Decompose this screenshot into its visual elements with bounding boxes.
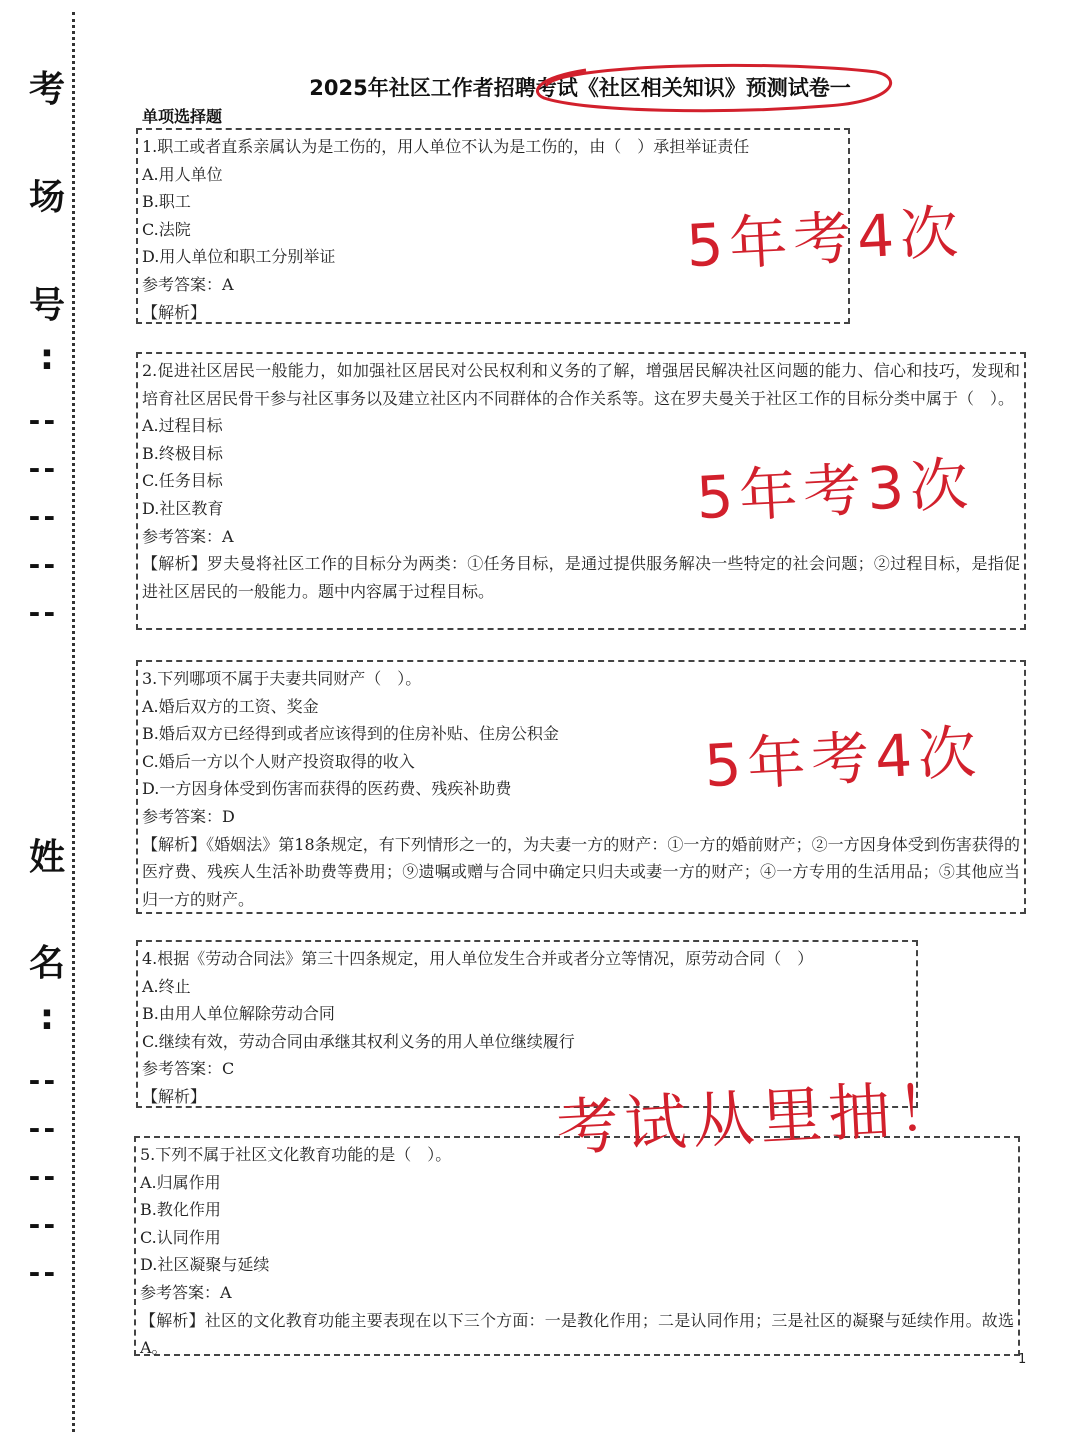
option-a: A.用人单位	[142, 164, 223, 184]
reference-answer: 参考答案：A	[142, 274, 234, 294]
question-stem: 5.下列不属于社区文化教育功能的是（ ）。	[140, 1145, 452, 1164]
option-d: D.一方因身体受到伤害而获得的医药费、残疾补助费	[142, 779, 512, 799]
side-label-char: 号	[28, 285, 65, 326]
side-label-char: 姓	[28, 837, 65, 878]
question-stem: 3.下列哪项不属于夫妻共同财产（ ）。	[142, 669, 422, 688]
page-title: 2025年社区工作者招聘考试《社区相关知识》预测试卷一	[309, 76, 851, 100]
side-dash: --	[26, 596, 56, 629]
question-stem: 2.促进社区居民一般能力，如加强社区居民对公民权利和义务的了解，增强居民解决社区问题的能力、信心和技巧，发现和培育社区居民骨干参与社区事务以及建立社区内不同群体的合作关系等。这在罗夫曼关于社区工作的目标分类中属于（ ）。	[142, 361, 1020, 408]
side-dash: --	[26, 1208, 56, 1241]
option-a: A.婚后双方的工资、奖金	[142, 696, 319, 716]
side-dash: --	[26, 1064, 56, 1097]
side-dash: --	[26, 500, 56, 533]
option-b: B.由用人单位解除劳动合同	[142, 1004, 335, 1024]
side-label-colon: :	[39, 997, 55, 1038]
option-d: D.社区凝聚与延续	[140, 1255, 270, 1275]
red-circle-annotation	[526, 58, 898, 114]
analysis: 【解析】罗夫曼将社区工作的目标分为两类：①任务目标，是通过提供服务解决一些特定的社会问题；②过程目标，是指促进社区居民的一般能力。题中内容属于过程目标。	[142, 554, 1020, 601]
section-heading: 单项选择题	[142, 107, 223, 126]
page-number: 1	[1018, 1352, 1027, 1367]
analysis: 【解析】	[142, 1086, 207, 1106]
analysis: 【解析】	[142, 302, 207, 322]
reference-answer: 参考答案：D	[142, 806, 235, 826]
side-label-char: 场	[28, 177, 65, 218]
handwritten-note-q2: 5年考3次	[694, 449, 976, 533]
option-b: B.职工	[142, 192, 191, 212]
side-label-char: 考	[28, 69, 65, 110]
analysis: 【解析】社区的文化教育功能主要表现在以下三个方面：一是教化作用；二是认同作用；三是社区的凝聚与延续作用。故选A。	[140, 1310, 1014, 1358]
option-a: A.过程目标	[142, 416, 223, 436]
reference-answer: 参考答案：C	[142, 1059, 235, 1079]
analysis: 【解析】《婚姻法》第18条规定，有下列情形之一的，为夫妻一方的财产：①一方的婚前财产；②一方因身体受到伤害获得的医疗费、残疾人生活补助费等费用；⑨遗嘱或赠与合同中确定只归夫或妻一方的财产；④一方专用的生活用品；⑤其他应当归一方的财产。	[142, 834, 1020, 909]
handwritten-note-exam: 考试从里抽！	[554, 1070, 966, 1165]
reference-answer: 参考答案：A	[140, 1282, 232, 1302]
option-d: D.社区教育	[142, 498, 224, 518]
option-b: B.婚后双方已经得到或者应该得到的住房补贴、住房公积金	[142, 724, 559, 744]
option-a: A.归属作用	[140, 1172, 221, 1192]
side-dash: --	[26, 1160, 56, 1193]
side-dash: --	[26, 1256, 56, 1289]
option-c: C.认同作用	[140, 1227, 221, 1247]
side-label-colon: :	[39, 337, 55, 378]
handwritten-note-q3: 5年考4次	[702, 717, 984, 801]
side-label-char: 名	[28, 943, 65, 984]
handwritten-note-q1: 5年考4次	[684, 197, 966, 281]
side-dash: --	[26, 548, 56, 581]
option-c: C.法院	[142, 219, 191, 239]
option-c: C.继续有效，劳动合同由承继其权利义务的用人单位继续履行	[142, 1031, 575, 1051]
option-a: A.终止	[142, 976, 191, 996]
option-d: D.用人单位和职工分别举证	[142, 247, 336, 267]
question-stem: 1.职工或者直系亲属认为是工伤的，用人单位不认为是工伤的，由（ ）承担举证责任	[142, 137, 750, 156]
reference-answer: 参考答案：A	[142, 526, 234, 546]
side-dash: --	[26, 404, 56, 437]
question-stem: 4.根据《劳动合同法》第三十四条规定，用人单位发生合并或者分立等情况，原劳动合同（ ）	[142, 949, 814, 968]
option-b: B.教化作用	[140, 1200, 221, 1220]
option-b: B.终极目标	[142, 443, 223, 463]
side-dash: --	[26, 452, 56, 485]
option-c: C.婚后一方以个人财产投资取得的收入	[142, 751, 415, 771]
side-dash: --	[26, 1112, 56, 1145]
binding-dotted-line	[72, 12, 75, 1432]
option-c: C.任务目标	[142, 471, 223, 491]
question-block-5	[134, 1136, 1020, 1356]
